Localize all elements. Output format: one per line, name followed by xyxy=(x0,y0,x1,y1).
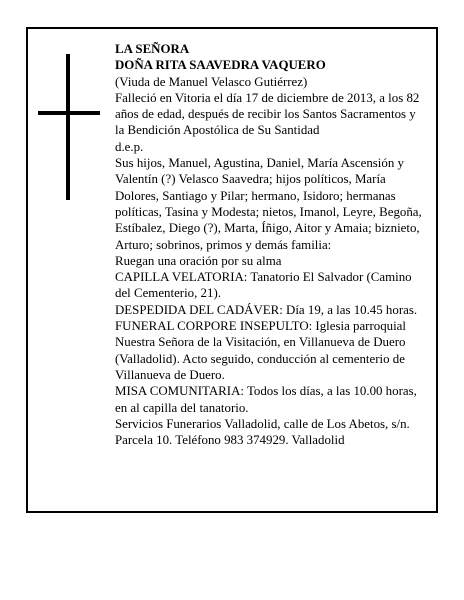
obituary-text xyxy=(115,41,425,448)
cross-horizontal-bar xyxy=(38,111,100,115)
obituary-notice-frame xyxy=(26,27,438,513)
chapel-info: CAPILLA VELATORIA: Tanatorio El Salvador (Camino del Cementerio, 21). xyxy=(115,270,412,301)
prayer-request: Ruegan una oración por su alma xyxy=(115,253,282,268)
funeral-info: FUNERAL CORPORE INSEPULTO: Iglesia parroquial Nuestra Señora de la Visitación, en Villanueva de Duero (Valladolid). Acto seguido, conducción al cementerio de Villanueva de Duero. xyxy=(115,319,406,382)
death-statement: Falleció en Vitoria el día 17 de diciembre de 2013, a los 82 años de edad, después de recibir los Santos Sacramentos y la Bendición Apostólica de Su Santidad xyxy=(115,90,420,138)
latin-cross-icon xyxy=(38,54,102,200)
mass-info: MISA COMUNITARIA: Todos los días, a las 10.00 horas, en al capilla del tanatorio. xyxy=(115,384,417,415)
cross-vertical-bar xyxy=(66,54,70,200)
title-line: LA SEÑORA xyxy=(115,42,190,56)
farewell-info: DESPEDIDA DEL CADÁVER: Día 19, a las 10.45 horas. xyxy=(115,302,418,317)
family-list: Sus hijos, Manuel, Agustina, Daniel, María Ascensión y Valentín (?) Velasco Saavedra; hijos políticos, María Dolores, Santiago y Pilar; hermano, Isidoro; hermanas políticas, Tasina y Modesta; nietos, Imanol, Leyre, Begoña, Estíbalez, Diego (?), Marta, Íñigo, Aitor y Amaia; biznieto, Arturo; sobrinos, primos y demás familia: xyxy=(115,156,422,252)
widow-of-line: (Viuda de Manuel Velasco Gutiérrez) xyxy=(115,74,308,89)
deceased-name: DOÑA RITA SAAVEDRA VAQUERO xyxy=(115,58,326,73)
funeral-services-info: Servicios Funerarios Valladolid, calle de Los Abetos, s/n. Parcela 10. Teléfono 983 374929. Valladolid xyxy=(115,416,410,448)
dep-line: d.e.p. xyxy=(115,139,144,154)
